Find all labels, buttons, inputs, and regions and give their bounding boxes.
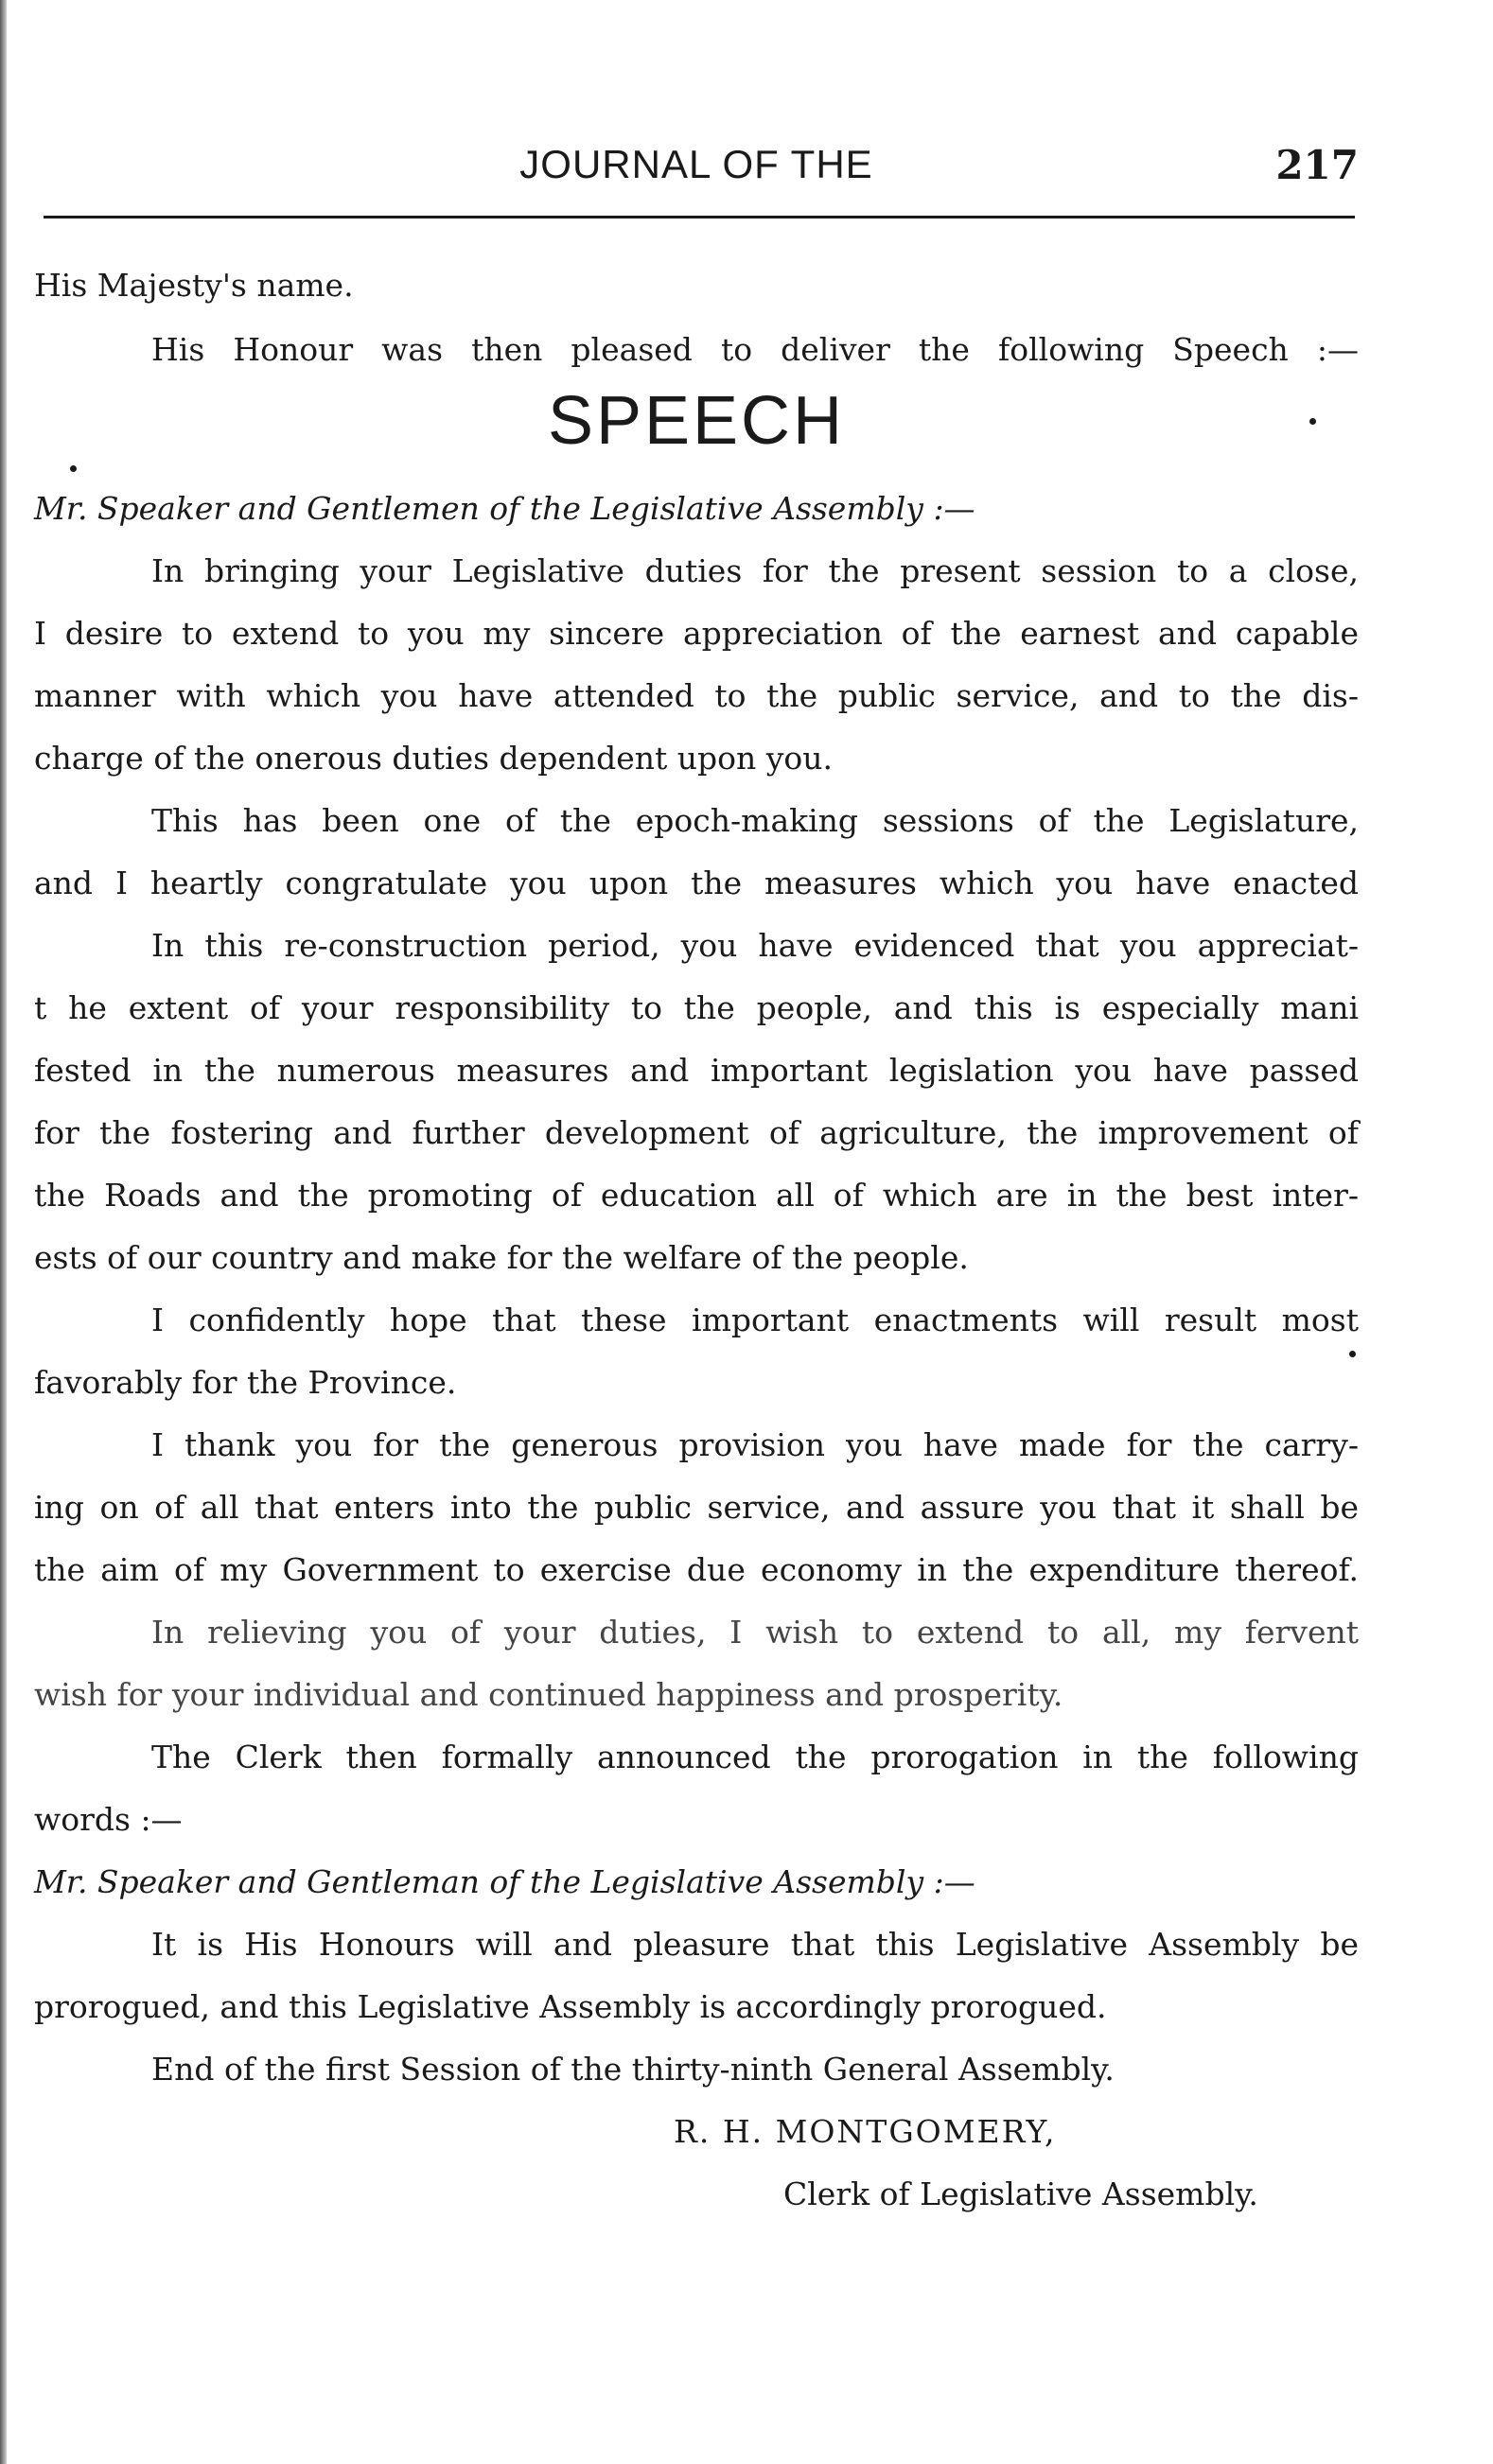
paragraph-line: In relieving you of your duties, I wish to extend to all, my fervent [151, 1614, 1359, 1651]
paragraph-line: words :— [34, 1801, 183, 1838]
speck-mark [70, 465, 77, 472]
salutation-2: Mr. Speaker and Gentleman of the Legislative Assembly :— [34, 1863, 975, 1900]
paragraph-line: I desire to extend to you my sincere appreciation of the earnest and capable [34, 615, 1359, 652]
paragraph-line: End of the first Session of the thirty-ninth General Assembly. [151, 2051, 1115, 2088]
paragraph-line: In this re-construction period, you have evidenced that you appreciat- [151, 927, 1359, 964]
paragraph-line: In bringing your Legislative duties for the present session to a close, [151, 552, 1359, 589]
paragraph-line: manner with which you have attended to the public service, and to the dis- [34, 677, 1359, 714]
speech-heading: SPEECH [547, 383, 846, 459]
paragraph-line: and I heartly congratulate you upon the measures which you have enacted [34, 865, 1359, 901]
intro-line: His Honour was then pleased to deliver the following Speech :— [151, 331, 1359, 368]
paragraph-line: I confidently hope that these important enactments will result most [151, 1302, 1359, 1338]
speck-mark [1309, 418, 1316, 425]
page-edge-shadow [0, 0, 7, 2464]
salutation: Mr. Speaker and Gentlemen of the Legislative Assembly :— [34, 490, 975, 527]
paragraph-line: wish for your individual and continued happiness and prosperity. [34, 1676, 1063, 1713]
paragraph-line: t he extent of your responsibility to the people, and this is especially mani [34, 989, 1359, 1026]
paragraph-line: ing on of all that enters into the public service, and assure you that it shall be [34, 1489, 1359, 1526]
page-number: 217 [1275, 142, 1359, 188]
running-head: JOURNAL OF THE [519, 142, 873, 186]
paragraph-line: This has been one of the epoch-making sessions of the Legislature, [151, 802, 1359, 839]
paragraph-line: The Clerk then formally announced the prorogation in the following [151, 1739, 1359, 1775]
paragraph-line: I thank you for the generous provision you have made for the carry- [151, 1426, 1359, 1463]
page-header [34, 142, 1359, 199]
paragraph-line: the Roads and the promoting of education all of which are in the best inter- [34, 1177, 1359, 1214]
signature-title: Clerk of Legislative Assembly. [783, 2176, 1258, 2212]
paragraph-line: prorogued, and this Legislative Assembly is accordingly prorogued. [34, 1988, 1107, 2025]
speck-mark [1349, 1351, 1356, 1357]
paragraph-line: charge of the onerous duties dependent upon you. [34, 740, 834, 777]
header-rule [44, 216, 1355, 218]
paragraph-line: ests of our country and make for the welfare of the people. [34, 1239, 969, 1276]
intro-line: His Majesty's name. [34, 267, 354, 304]
signature-name: R. H. MONTGOMERY, [674, 2113, 1057, 2150]
paragraph-line: favorably for the Province. [34, 1364, 457, 1401]
paragraph-line: the aim of my Government to exercise due economy in the expenditure thereof. [34, 1551, 1359, 1588]
paragraph-line: fested in the numerous measures and important legislation you have passed [34, 1052, 1359, 1089]
paragraph-line: It is His Honours will and pleasure that this Legislative Assembly be [151, 1926, 1359, 1963]
paragraph-line: for the fostering and further development of agriculture, the improvement of [34, 1114, 1359, 1151]
